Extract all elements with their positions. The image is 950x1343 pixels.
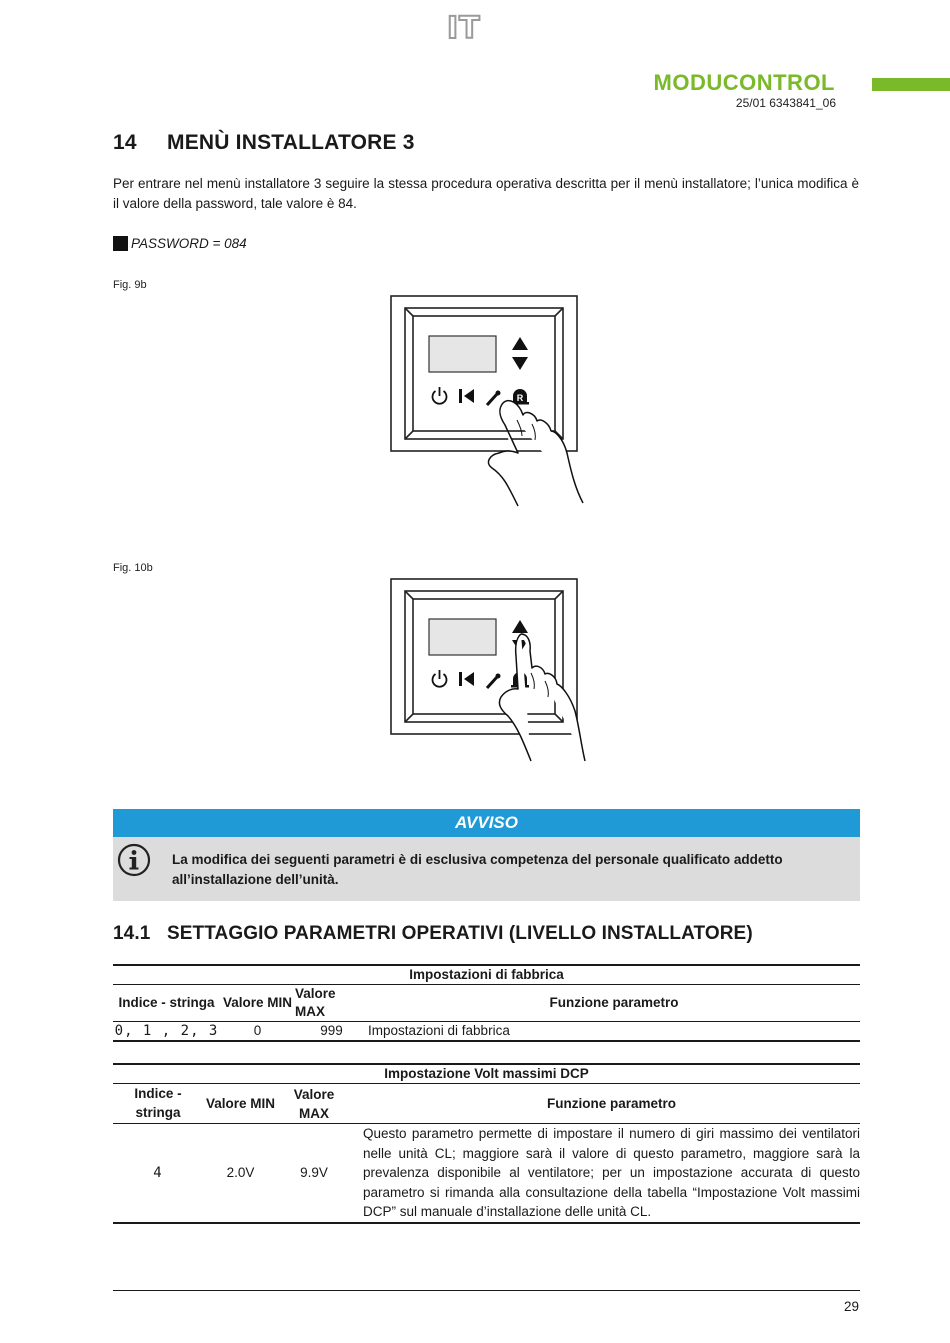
factory-settings-table bbox=[113, 964, 860, 1042]
cell-function: Impostazioni di fabbrica bbox=[368, 1022, 860, 1042]
display-screen bbox=[429, 619, 496, 655]
wrench-icon bbox=[487, 674, 501, 689]
svg-text:R: R bbox=[516, 393, 524, 403]
power-icon bbox=[433, 387, 447, 404]
intro-paragraph: Per entrare nel menù installatore 3 seguire la stessa procedura operativa descritta per il menù installatore; l’unica modifica è il valore della password, tale valore è 84. bbox=[113, 176, 859, 211]
password-text: PASSWORD = 084 bbox=[131, 236, 247, 251]
brand-accent-bar bbox=[872, 78, 950, 91]
subsection-title bbox=[113, 923, 753, 945]
figure-10b-label: Fig. 10b bbox=[113, 562, 153, 574]
subsection-title-text: SETTAGGIO PARAMETRI OPERATIVI (LIVELLO INSTALLATORE) bbox=[167, 923, 753, 944]
section-title bbox=[113, 131, 415, 155]
column-header-min: Valore MIN bbox=[203, 1084, 278, 1124]
table-row bbox=[113, 1022, 860, 1042]
pressing-hand bbox=[488, 401, 583, 506]
cell-max: 999 bbox=[295, 1022, 368, 1042]
column-header-min: Valore MIN bbox=[220, 985, 295, 1022]
table-group-header: Impostazioni di fabbrica bbox=[113, 965, 860, 985]
mode-icon bbox=[459, 389, 474, 403]
column-header-function: Funzione parametro bbox=[368, 985, 860, 1022]
mode-icon bbox=[459, 672, 474, 686]
column-header-max: Valore MAX bbox=[278, 1084, 350, 1124]
cell-function: Questo parametro permette di impostare il numero di giri massimo dei ventilatori nelle unità CL; maggiore sarà il valore di questo parametro, maggiore sarà la prevalenza disponibile al ventilatore; per un impostazione accurata di questo parametro si rimanda alla consultazione della tabella “Impostazione Volt massimi DCP” sul manuale d’installazione delle unità CL. bbox=[363, 1124, 860, 1223]
notice-box bbox=[113, 837, 860, 901]
display-screen bbox=[429, 336, 496, 372]
cell-max: 9.9V bbox=[278, 1124, 350, 1223]
column-header-index: Indice - stringa bbox=[113, 985, 220, 1022]
bullet-square-icon bbox=[113, 236, 128, 251]
section-number: 14 bbox=[113, 131, 137, 154]
arrow-up-icon bbox=[512, 337, 528, 350]
cell-min: 2.0V bbox=[203, 1124, 278, 1223]
column-header-index: Indice - stringa bbox=[113, 1084, 203, 1124]
wrench-icon bbox=[487, 391, 501, 406]
notice-text: La modifica dei seguenti parametri è di esclusiva competenza del personale qualificato addetto all’installazione dell’unità. bbox=[172, 852, 783, 887]
table-group-header: Impostazione Volt massimi DCP bbox=[113, 1064, 860, 1084]
arrow-down-icon bbox=[512, 357, 528, 370]
brand-name: MODUCONTROL bbox=[653, 70, 835, 95]
document-code: 25/01 6343841_06 bbox=[735, 96, 836, 110]
figure-9b-illustration bbox=[385, 293, 590, 508]
table-row bbox=[113, 1124, 860, 1223]
info-icon bbox=[117, 843, 151, 877]
cell-index: 4 bbox=[113, 1124, 203, 1223]
password-note bbox=[113, 236, 247, 251]
figure-10b-illustration bbox=[385, 576, 590, 776]
footer-rule bbox=[113, 1290, 860, 1291]
cell-min: 0 bbox=[220, 1022, 295, 1042]
column-header-max: Valore MAX bbox=[295, 985, 368, 1022]
language-badge: IT bbox=[447, 11, 481, 46]
figure-9b-label: Fig. 9b bbox=[113, 279, 147, 291]
power-icon bbox=[433, 670, 447, 687]
arrow-up-icon bbox=[512, 620, 528, 633]
section-title-text: MENÙ INSTALLATORE 3 bbox=[167, 131, 415, 154]
pressing-hand bbox=[499, 634, 585, 761]
page-number: 29 bbox=[843, 1299, 859, 1314]
notice-title: AVVISO bbox=[113, 809, 860, 837]
dcp-volt-table bbox=[113, 1063, 860, 1224]
subsection-number: 14.1 bbox=[113, 923, 151, 944]
cell-index: 0, 1 , 2, 3 bbox=[114, 1023, 219, 1039]
column-header-function: Funzione parametro bbox=[363, 1084, 860, 1124]
